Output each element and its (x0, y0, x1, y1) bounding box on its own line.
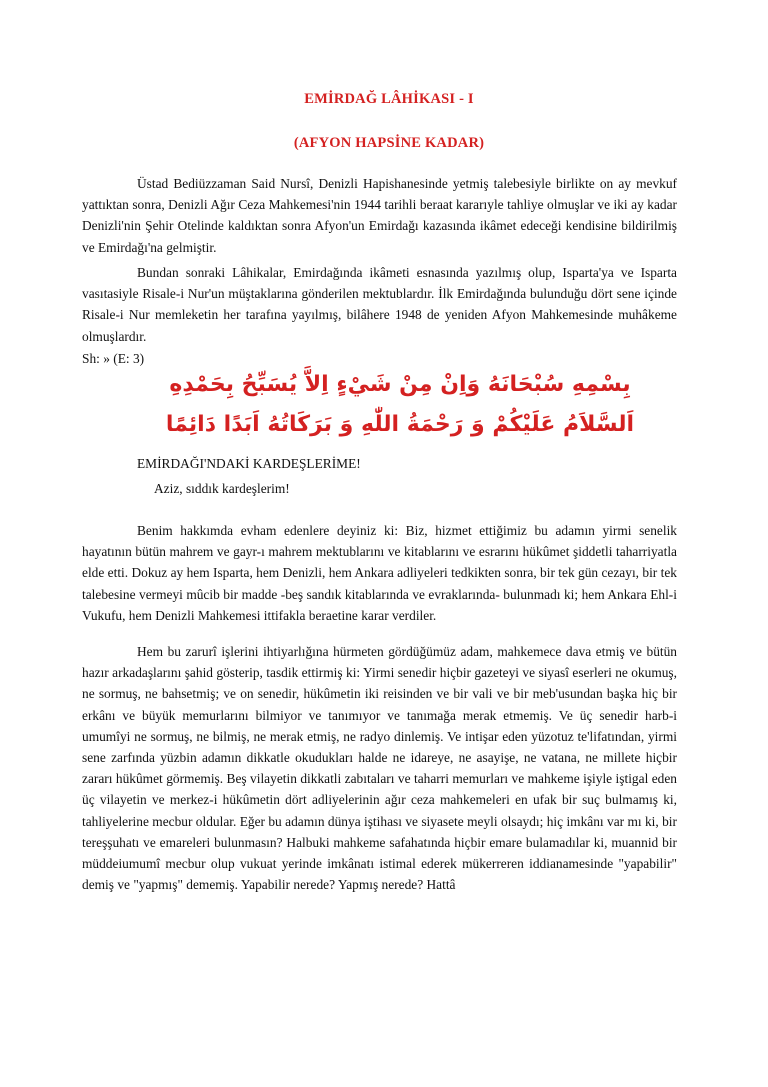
intro-paragraph-2: Bundan sonraki Lâhikalar, Emirdağında ikâmeti esnasında yazılmış olup, Isparta'ya ve Isparta vasıtasiyle Risale-i Nur'un müştaklarına gönderilen mektublardır. İlk Emirdağında bulunduğu dört sene içinde Risale-i Nur memleketin her tarafına yayılmış, bilâhere 1948 de yeniden Afyon Mahkemesinde muhâkeme olmuşlardır. (82, 265, 677, 344)
salutation-heading: EMİRDAĞI'NDAKİ KARDEŞLERİME! (137, 456, 361, 471)
arabic-basmala-line: بِسْمِهِ سُبْحَانَهُ وَاِنْ مِنْ شَيْءٍ اِلاَّ يُسَبِّحُ بِحَمْدِهِ (169, 372, 631, 397)
arabic-salam-line: اَلسَّلاَمُ عَلَيْكُمْ وَ رَحْمَةُ اللّٰهِ وَ بَرَكَاتُهُ اَبَدًا دَائِمًا (165, 412, 635, 437)
body-paragraph-1: Benim hakkımda evham edenlere deyiniz ki: Biz, hizmet ettiğimiz bu adamın yirmi senelik hayatının bütün mahrem ve gayr-ı mahrem mektublarını ve kitablarını ve esrarını hükûmet şiddetli taharriyatla elde etti. Dokuz ay hem Isparta, hem Denizli, hem Ankara adliyeleri tedkikten sonra, bir tek gün cezayı, bir tek talebesine vermeyi mûcib bir madde -beş sandık kitablarında ve evraklarında- bulunmadı ki; hem Ankara Ehl-i Vukufu, hem Denizli Mahkemesi ittifakla beraetine karar verdiler. (82, 523, 677, 623)
document-subtitle: (AFYON HAPSİNE KADAR) (293, 135, 485, 151)
document-title: EMİRDAĞ LÂHİKASI - I (304, 91, 474, 107)
body-paragraph-2: Hem bu zarurî işlerini ihtiyarlığına hürmeten gördüğümüz adam, mahkemece dava etmiş ve bütün hazır arkadaşlarını şahid gösterip, tasdik ettirmiş ki: Yirmi senedir hiçbir gazeteyi ve siyasî eserleri ne okumuş, ne sormuş, ne bahsetmiş; ve on senedir, hükûmetin iki reisinden ve bir vali ve bir meb'usundan başka hiç bir erkânı ve büyük memurlarını bilmiyor ve tanımıyor ve tanımağa merak etmemiş. Ve üç senedir harb-i umumîyi ne sormuş, ne bilmiş, ne merak etmiş, ne radyo dinlemiş. Ve intişar eden yüzotuz te'lifatından, yirmi sene zarfında yüzbin adamın dikkatle okudukları halde ne idareye, ne asayişe, ne vatana, ne millete hiçbir zararı hükûmet görmemiş. Beş vilayetin dikkatli zabıtaları ve taharri memurları ve mahkeme işiyle iştigal eden üç vilayetin ve merkez-i hükûmetin dört adliyelerinin ağır ceza mahkemeleri en ufak bir suç bulmamış ki, tahliyelerine mecbur oldular. Eğer bu adamın dünya iştihası ve siyasete meyli olsaydı; hiç imkânı var mı ki, bir tereşşuhatı ve emareleri bulunmasın? Halbuki mahkeme safahatında hiçbir emare bulamadılar ki, muannid bir müddeiumumî mecbur olup vukuat yerinde imkânatı istimal ederek mükerreren iddianamesinde "yapabilir" demiş ve "yapmış" dememiş. Yapabilir nerede? Yapmış nerede? Hattâ (82, 644, 677, 893)
page-reference: Sh: » (E: 3) (82, 351, 145, 366)
salutation: Aziz, sıddık kardeşlerim! (154, 481, 290, 496)
intro-paragraph-1: Üstad Bediüzzaman Said Nursî, Denizli Hapishanesinde yetmiş talebesiyle birlikte on ay mevkuf yattıktan sonra, Denizli Ağır Ceza Mahkemesi'nin 1944 tarihli beraat kararıyle tahliye olmuşlar ve iki ay kadar Denizli'nin Şehir Otelinde kaldıktan sonra Afyon'un Emirdağı kazasında ikâmet edeceği kendisine bildirilmiş ve Emirdağı'na gelmiştir. (82, 176, 677, 255)
